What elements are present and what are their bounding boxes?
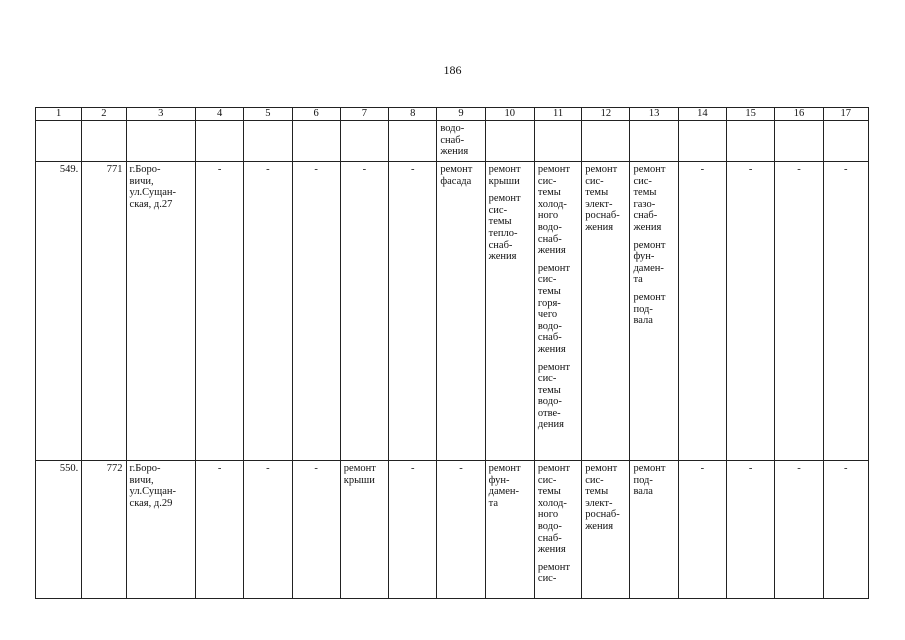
empty-value: - <box>727 461 775 599</box>
work-type-text: ремонт крыши <box>343 463 376 486</box>
work-type-text: ремонт сис- темы газо- снаб- жения <box>633 164 666 233</box>
column-header: 7 <box>340 108 388 121</box>
work-type-text: ремонт фун- дамен- та <box>633 239 666 286</box>
work-cell <box>582 162 630 461</box>
column-header: 3 <box>126 108 195 121</box>
column-header: 4 <box>195 108 243 121</box>
work-type-text: ремонт сис- темы водо- отве- дения <box>537 361 570 431</box>
table-cell <box>775 121 823 162</box>
address-cell <box>126 162 195 461</box>
empty-value: - <box>678 162 726 461</box>
column-header: 5 <box>244 108 292 121</box>
row-number: 549. <box>36 162 82 461</box>
table-cell <box>582 121 630 162</box>
table-cell <box>389 121 437 162</box>
building-id: 771 <box>82 162 126 461</box>
empty-value: - <box>678 461 726 599</box>
table-cell <box>437 121 485 162</box>
table-cell <box>823 121 868 162</box>
empty-value: - <box>775 461 823 599</box>
table-cell <box>244 121 292 162</box>
column-header: 1 <box>36 108 82 121</box>
work-cell <box>534 461 581 599</box>
empty-value: - <box>292 461 340 599</box>
table-row <box>36 162 869 461</box>
work-cell <box>485 162 534 461</box>
work-cell <box>485 461 534 599</box>
row-number: 550. <box>36 461 82 599</box>
column-header: 16 <box>775 108 823 121</box>
empty-value: - <box>823 461 868 599</box>
empty-value: - <box>437 461 485 599</box>
address-text: г.Боро- вичи, ул.Сущан- ская, д.27 <box>129 164 177 210</box>
work-type-text: ремонт сис- темы элект- роснаб- жения <box>585 164 620 233</box>
work-cell <box>340 461 388 599</box>
address-text: г.Боро- вичи, ул.Сущан- ская, д.29 <box>129 463 177 509</box>
column-numbers-row <box>36 108 869 121</box>
column-header: 12 <box>582 108 630 121</box>
column-header: 6 <box>292 108 340 121</box>
empty-value: - <box>340 162 388 461</box>
table-row <box>36 461 869 599</box>
column-header: 2 <box>82 108 126 121</box>
column-header: 15 <box>727 108 775 121</box>
work-type-text: ремонт под- вала <box>633 291 666 327</box>
column-header: 13 <box>630 108 678 121</box>
work-type-text: ремонт фасада <box>440 164 473 187</box>
repair-schedule-table <box>35 107 869 599</box>
empty-value: - <box>823 162 868 461</box>
work-type-text: ремонт сис- темы элект- роснаб- жения <box>585 463 620 532</box>
address-cell <box>126 461 195 599</box>
work-type-text: водо- снаб- жения <box>440 123 469 158</box>
table-cell <box>727 121 775 162</box>
table-cell <box>195 121 243 162</box>
building-id: 772 <box>82 461 126 599</box>
work-cell <box>582 461 630 599</box>
table-cell <box>82 121 126 162</box>
table-cell <box>630 121 678 162</box>
column-header: 14 <box>678 108 726 121</box>
empty-value: - <box>244 461 292 599</box>
work-type-text: ремонт сис- <box>537 561 570 585</box>
work-cell <box>437 162 485 461</box>
work-type-text: ремонт сис- темы холод- ного водо- снаб- жения <box>537 164 570 257</box>
table-cell <box>485 121 534 162</box>
column-header: 8 <box>389 108 437 121</box>
empty-value: - <box>775 162 823 461</box>
table-cell <box>678 121 726 162</box>
page-number: 186 <box>443 63 462 77</box>
empty-value: - <box>244 162 292 461</box>
table-cell <box>36 121 82 162</box>
empty-value: - <box>389 162 437 461</box>
column-header: 10 <box>485 108 534 121</box>
column-header: 17 <box>823 108 868 121</box>
work-type-text: ремонт сис- темы горя- чего водо- снаб- жения <box>537 262 570 355</box>
work-cell <box>534 162 581 461</box>
work-type-text: ремонт крыши <box>488 164 521 187</box>
column-header: 9 <box>437 108 485 121</box>
work-type-text: ремонт фун- дамен- та <box>488 463 521 509</box>
work-type-text: ремонт сис- темы тепло- снаб- жения <box>488 193 521 263</box>
work-cell <box>630 162 678 461</box>
work-type-text: ремонт под- вала <box>633 463 666 498</box>
work-cell <box>630 461 678 599</box>
empty-value: - <box>727 162 775 461</box>
empty-value: - <box>195 162 243 461</box>
empty-value: - <box>389 461 437 599</box>
continuation-row <box>36 121 869 162</box>
table-cell <box>340 121 388 162</box>
empty-value: - <box>195 461 243 599</box>
table-cell <box>292 121 340 162</box>
table-cell <box>534 121 581 162</box>
column-header: 11 <box>534 108 581 121</box>
table-cell <box>126 121 195 162</box>
work-type-text: ремонт сис- темы холод- ного водо- снаб- жения <box>537 463 570 556</box>
empty-value: - <box>292 162 340 461</box>
